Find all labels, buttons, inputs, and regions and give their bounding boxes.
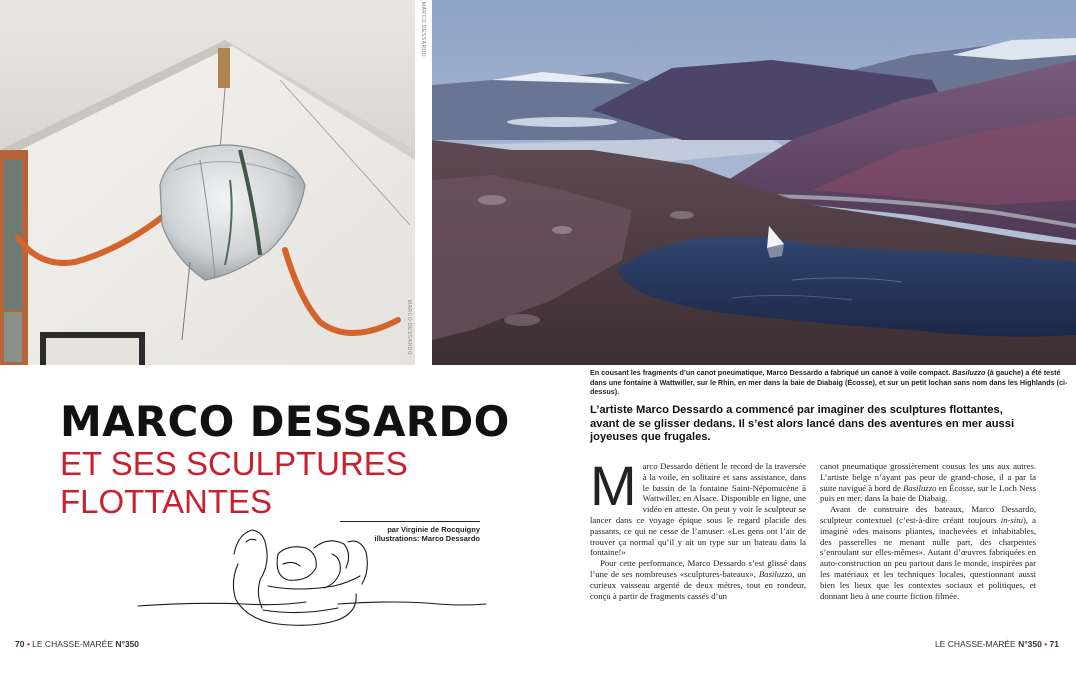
- caption-part1: En cousant les fragments d’un canot pneumatique, Marco Dessardo a fabriqué un canoë à voile compact.: [590, 368, 953, 377]
- body-paragraph-2-a: Pour cette performance, Marco Dessardo s’est glissé dans l’une de ses nombreuses «sculptures-bateaux»,: [590, 558, 806, 579]
- highlands-photo: [420, 0, 1076, 365]
- body-paragraph-4-italic: in-situ: [1000, 514, 1023, 525]
- magazine-name-right: LE CHASSE-MARÉE: [934, 639, 1019, 649]
- body-paragraph-4: [820, 504, 1036, 601]
- issue-number-right: N°350: [1018, 639, 1042, 649]
- body-column-1: [590, 454, 806, 601]
- body-paragraph-2-b: , un curieux vaisseau argenté de deux mètres, tout en rondeur, conçu à partir de fragments cassés d’un: [590, 568, 806, 601]
- body-paragraph-1: arco Dessardo détient le record de la traversée à la voile, en solitaire et sans assistance, dans le bassin de la fontaine Saint-Népomucène à Wattwiller, en Alsace. Disponible en ligne, une vidéo en atteste. On peut y voir le sculpteur se lancer dans ce voyage épique sous le regard placide des passants, ce qui ne cesse de l’amuser: «Les gens ont l’air de trouver ça normal qu’il y ait un type sur un bateau dans la fontaine!»: [590, 461, 806, 558]
- folio-right: [935, 639, 1059, 649]
- body-paragraph-3: [820, 461, 1036, 504]
- magazine-name-left: LE CHASSE-MARÉE: [32, 639, 116, 649]
- body-paragraph-2-italic: Basiluzzo: [758, 568, 793, 579]
- issue-number-left: N°350: [115, 639, 140, 649]
- folio-left: [15, 639, 139, 649]
- folio-separator-left: •: [24, 639, 33, 649]
- caption-part2: (à gauche) a été testé dans une fontaine à Wattwiller, sur le Rhin, en mer dans la baie de Diabaig (Écosse), et sur un petit lochan sans nom dans les Highlands (ci-dessus).: [590, 368, 1068, 396]
- body-paragraph-4-b: ), a imaginé «des maisons pliantes, inachevées et inhabitables, des passerelles ne menant nulle part, des charpentes s’enroulant sur elles-mêmes». Autant d’œuvres fabriquées en auto-construction un peu partout dans le monde, inspirées par les matériaux et les techniques locales, questionnant aussi bien les lieux que les contextes sociaux et politiques, et donnant lieu à une courte fiction filmée.: [820, 514, 1036, 601]
- body-paragraph-3-a: canot pneumatique grossièrement cousus les uns aux autres. L’artiste belge n’ayant pas peur de grand-chose, il a par la suite navigué à bord de: [820, 461, 1036, 493]
- body-paragraph-3-italic: Basiluzzo: [903, 482, 937, 493]
- caption-italic: Basiluzzo: [952, 368, 986, 377]
- sculpture-photo: [0, 0, 415, 365]
- page-number-left: 70: [15, 639, 25, 649]
- page-number-right: 71: [1049, 639, 1059, 649]
- body-column-2: [820, 461, 1036, 601]
- photo-caption: [590, 368, 1070, 397]
- body-paragraph-2: [590, 558, 806, 601]
- byline-author: par Virginie de Rocquigny: [387, 525, 480, 534]
- photo-credit-left: MARCO DESSARDO: [406, 300, 412, 356]
- highlands-photo-image: [432, 0, 1076, 365]
- folio-separator-right: •: [1041, 639, 1050, 649]
- article-title: MARCO DESSARDO: [60, 397, 510, 446]
- byline-rule: [340, 521, 480, 522]
- drop-cap: M: [590, 454, 637, 517]
- sculpture-photo-image: [0, 0, 415, 365]
- subtitle-line-2: FLOTTANTES: [60, 483, 273, 520]
- body-paragraph-3-b: en Écosse, sur le Loch Ness puis en mer, dans la baie de Diabaig.: [820, 482, 1037, 504]
- body-paragraph-4-a: Avant de construire des bateaux, Marco Dessardo, sculpteur contextuel (c’est-à-dire créant toujours: [820, 504, 1036, 525]
- article-subtitle: [60, 445, 408, 521]
- byline-illustrations: illustrations: Marco Dessardo: [374, 534, 480, 543]
- article-lead: L’artiste Marco Dessardo a commencé par imaginer des sculptures flottantes, avant de se glisser dedans. Il s’est alors lancé dans des aventures en mer aussi joyeuses que frugales.: [590, 404, 1015, 443]
- subtitle-line-1: ET SES SCULPTURES: [60, 445, 408, 482]
- line-drawing-illustration: [138, 524, 488, 636]
- photo-credit-right: MARCO DESSARDO: [420, 2, 426, 58]
